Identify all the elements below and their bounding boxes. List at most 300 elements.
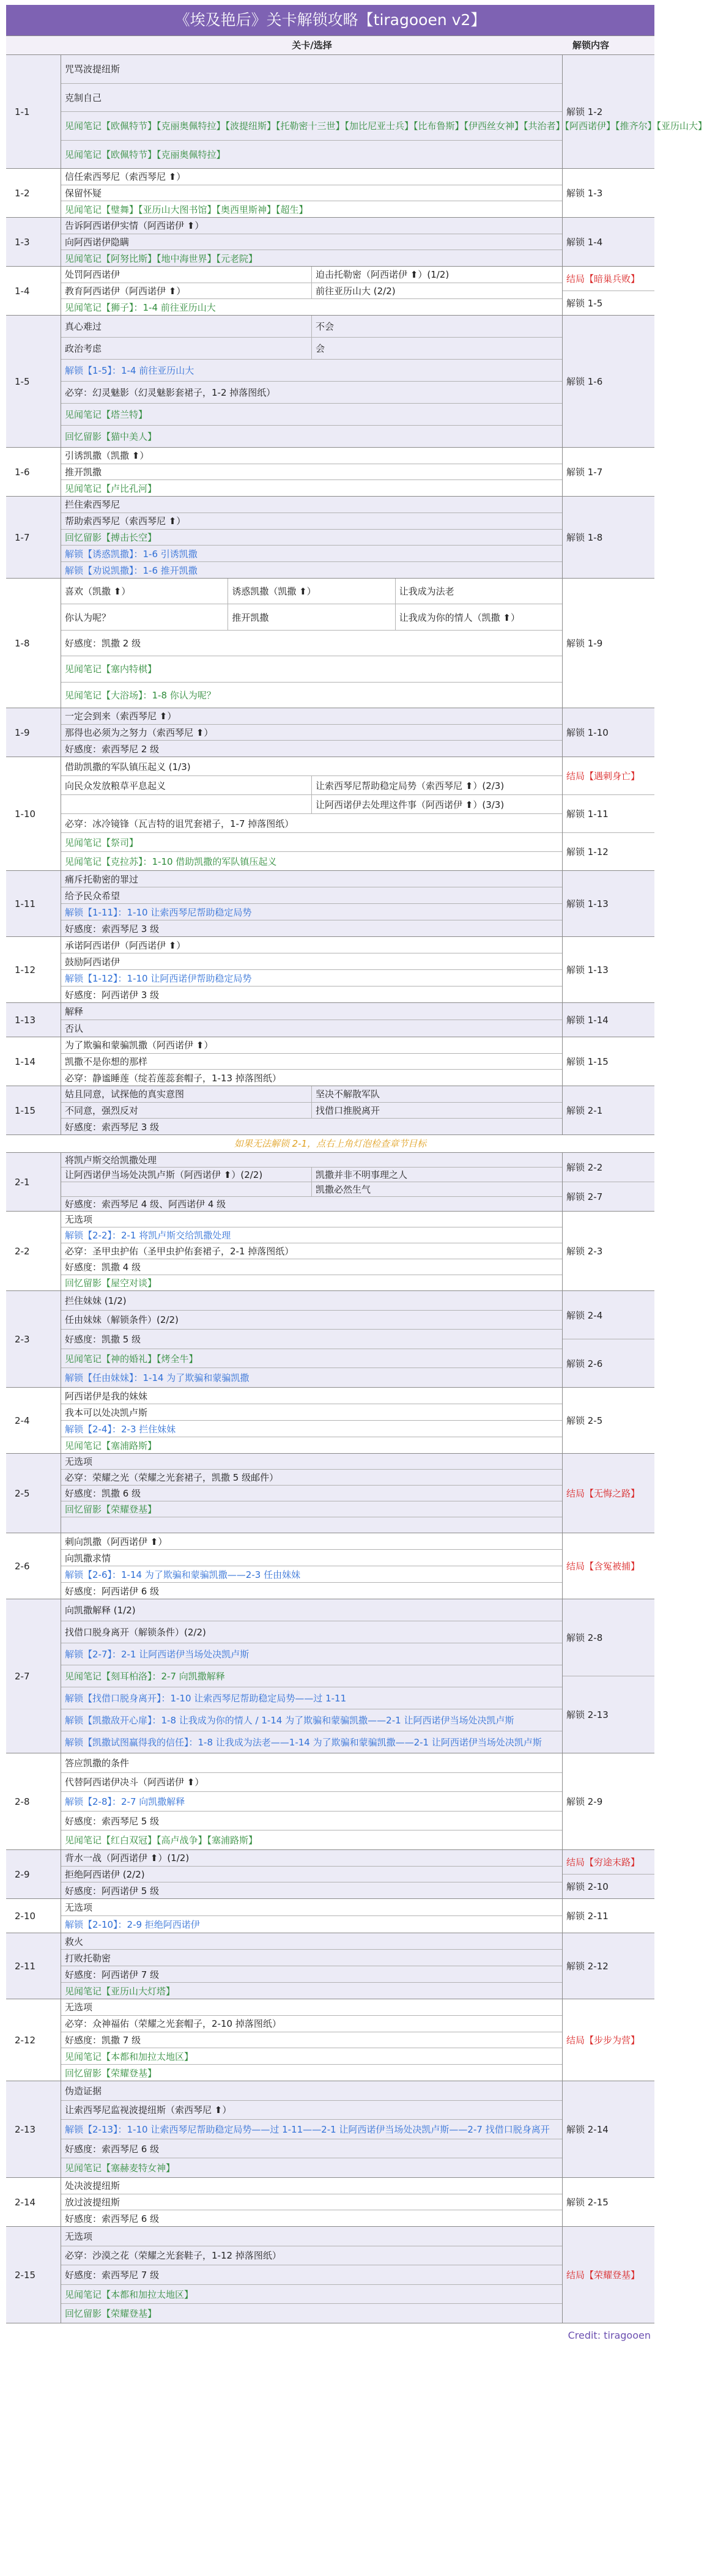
level-id: 1-1	[6, 55, 61, 168]
choice-option: 无选项	[61, 1899, 562, 1916]
unlock-item: 解锁 1-6	[566, 376, 603, 387]
level-id: 1-2	[6, 169, 61, 217]
level-note: 解锁【2-8】：2-7 向凯撒解释	[61, 1792, 562, 1812]
choice-option: 鼓励阿西诺伊	[61, 953, 562, 970]
level-unlocks	[563, 169, 654, 217]
level-row	[6, 1291, 654, 1388]
level-note: 见闻笔记【欧佩特节】【克丽奥佩特拉】【波提纽斯】【托勒密十三世】【加比尼亚士兵】【比布鲁斯】【伊西丝女神】【共治者】【阿西诺伊】【推齐尔】【亚历山大】	[61, 112, 562, 141]
page-title: 《埃及艳后》关卡解锁攻略【tiragooen v2】	[6, 5, 654, 35]
level-choices	[61, 937, 563, 1002]
level-note: 见闻笔记【塞内特棋】	[61, 656, 562, 682]
choice-row-split	[61, 1103, 562, 1119]
choice-option: 你认为呢？	[61, 604, 228, 629]
unlock-item: 解锁 1-7	[566, 467, 603, 478]
choice-option: 无选项	[61, 2227, 562, 2246]
level-unlocks	[563, 708, 654, 757]
choice-option: 让索西琴尼监视波提纽斯（索西琴尼 ⬆）	[61, 2101, 562, 2120]
credit: Credit: tiragooen	[568, 2330, 651, 2341]
level-note: 见闻笔记【卢比孔河】	[65, 483, 157, 494]
choice-option: 诱惑凯撒（凯撒 ⬆）	[228, 579, 395, 604]
choice-option: 好感度：阿西诺伊 5 级	[65, 1885, 160, 1897]
choice-option: 救火	[61, 1933, 562, 1950]
choice-option: 好感度：阿西诺伊 6 级	[65, 1585, 160, 1597]
level-note: 解锁【劝说凯撒】：1-6 推开凯撒	[65, 564, 198, 576]
level-unlocks	[563, 1153, 654, 1211]
choice-option: 否认	[65, 1023, 84, 1034]
level-choices	[61, 497, 563, 578]
level-note: 解锁【诱惑凯撒】：1-6 引诱凯撒	[61, 546, 562, 562]
level-unlocks	[563, 1037, 654, 1086]
choice-option: 拦住妹妹 (1/2)	[61, 1291, 562, 1311]
unlock-item: 解锁 1-5	[566, 298, 603, 309]
unlock-item: 解锁 1-12	[566, 846, 609, 857]
choice-option: 一定会到来（索西琴尼 ⬆）	[61, 708, 562, 725]
level-id: 2-11	[6, 1933, 61, 1999]
choice-option: 引诱凯撒（凯撒 ⬆）	[61, 448, 562, 464]
level-unlocks	[563, 1599, 654, 1753]
level-id: 2-3	[6, 1291, 61, 1387]
level-id: 1-8	[6, 579, 61, 708]
level-row	[6, 579, 654, 708]
choice-option: 喜欢（凯撒 ⬆）	[61, 579, 228, 604]
level-choices	[61, 1212, 563, 1290]
choice-option: 咒骂波提纽斯	[61, 55, 562, 84]
level-row	[6, 218, 654, 267]
level-unlocks	[563, 1212, 654, 1290]
level-id: 1-11	[6, 871, 61, 936]
level-choices	[61, 169, 563, 217]
level-choices	[61, 1850, 563, 1898]
choice-option: 好感度：索西琴尼 5 级	[61, 1812, 562, 1831]
level-unlocks	[563, 267, 654, 315]
level-choices	[61, 1388, 563, 1453]
table-header	[6, 35, 654, 55]
level-row	[6, 1086, 654, 1135]
level-id: 2-4	[6, 1388, 61, 1453]
choice-option: 伪造证据	[61, 2081, 562, 2101]
level-choices	[61, 448, 563, 496]
level-note: 见闻笔记【塞浦路斯】	[65, 1440, 157, 1451]
level-row	[6, 448, 654, 497]
level-row	[6, 708, 654, 757]
level-id: 2-2	[6, 1212, 61, 1290]
level-choices	[61, 2081, 563, 2177]
choice-option: 为了欺骗和蒙骗凯撒（阿西诺伊 ⬆）	[61, 1037, 562, 1054]
choice-option: 推开凯撒	[228, 604, 395, 629]
level-note: 见闻笔记【塞赫麦特女神】	[65, 2163, 176, 2174]
level-id: 2-10	[6, 1899, 61, 1933]
level-id: 2-8	[6, 1753, 61, 1849]
level-row	[6, 937, 654, 1003]
level-note: 回忆留影【搏击长空】	[61, 530, 562, 546]
level-note: 见闻笔记【璧舞】【亚历山大图书馆】【奥西里斯神】【超生】	[65, 204, 308, 215]
level-note: 见闻笔记【祭司】	[61, 833, 562, 852]
level-id: 2-7	[6, 1599, 61, 1753]
level-unlocks	[563, 1291, 654, 1387]
level-unlocks	[563, 1933, 654, 1999]
level-unlocks	[563, 55, 654, 168]
level-row	[6, 2178, 654, 2227]
level-choices	[61, 871, 563, 936]
choice-option	[61, 795, 312, 813]
ending-badge: 结局【含冤被捕】	[566, 1561, 640, 1572]
unlock-item: 解锁 1-2	[566, 106, 603, 117]
choice-option: 前往亚历山大 (2/2)	[316, 286, 396, 297]
choice-option: 痛斥托勒密的罪过	[61, 871, 562, 887]
choice-option: 克制自己	[61, 84, 562, 113]
level-unlocks	[563, 1388, 654, 1453]
level-choices	[61, 2178, 563, 2226]
level-id: 1-3	[6, 218, 61, 266]
unlock-item: 解锁 2-6	[566, 1358, 603, 1369]
choice-option: 好感度：阿西诺伊 7 级	[61, 1966, 562, 1983]
level-note: 回忆留影【荣耀登基】	[61, 1501, 562, 1517]
unlock-item: 解锁 2-8	[563, 1599, 654, 1676]
level-row	[6, 1850, 654, 1899]
choice-row-split	[61, 795, 562, 814]
unlock-item: 解锁 2-12	[566, 1961, 609, 1972]
level-note: 解锁【1-11】：1-10 让索西琴尼帮助稳定局势	[61, 904, 562, 920]
level-id: 1-13	[6, 1003, 61, 1037]
level-choices	[61, 1899, 563, 1933]
choice-option: 让我成为你的情人（凯撒 ⬆）	[399, 612, 520, 623]
level-note: 见闻笔记【亚历山大灯塔】	[65, 1985, 176, 1997]
choice-option: 姑且同意，试探他的真实意图	[61, 1086, 312, 1102]
level-note: 解锁【1-12】：1-10 让阿西诺伊帮助稳定局势	[61, 970, 562, 986]
level-note: 解锁【2-10】：2-9 拒绝阿西诺伊	[65, 1919, 200, 1930]
choice-option: 处罚阿西诺伊	[61, 267, 312, 283]
choice-option: 好感度：阿西诺伊 3 级	[65, 989, 160, 1001]
level-unlocks	[563, 1086, 654, 1134]
choice-option: 好感度：凯撒 4 级	[61, 1259, 562, 1275]
choice-option: 教育阿西诺伊（阿西诺伊 ⬆）	[61, 283, 312, 299]
level-id: 2-9	[6, 1850, 61, 1898]
level-row	[6, 1388, 654, 1454]
choice-option: 不同意，强烈反对	[61, 1103, 312, 1119]
choice-row-split	[61, 283, 562, 300]
level-row	[6, 1899, 654, 1933]
level-note: 解锁【2-13】：1-10 让索西琴尼帮助稳定局势——过 1-11——2-1 让阿西诺伊当场处决凯卢斯——2-7 找借口脱身离开	[61, 2120, 562, 2139]
level-note: 回忆留影【荣耀登基】	[65, 2308, 157, 2320]
choice-option: 会	[316, 343, 325, 354]
level-unlocks	[563, 937, 654, 1002]
level-row	[6, 169, 654, 218]
level-id: 2-14	[6, 2178, 61, 2226]
choice-option: 拦住索西琴尼	[61, 497, 562, 513]
level-id: 1-10	[6, 757, 61, 870]
choice-option: 无选项	[61, 1454, 562, 1470]
choice-option: 凯撒必然生气	[316, 1184, 371, 1195]
header-id	[6, 36, 61, 54]
level-unlocks	[563, 1999, 654, 2081]
level-note: 回忆留影【猫中美人】	[65, 431, 157, 442]
level-choices	[61, 1037, 563, 1086]
level-unlocks	[563, 2227, 654, 2323]
unlock-item: 解锁 1-14	[566, 1015, 609, 1026]
unlock-item: 解锁 2-15	[566, 2197, 609, 2208]
level-unlocks	[563, 1533, 654, 1599]
choice-option: 好感度：索西琴尼 6 级	[61, 2139, 562, 2159]
unlock-item: 解锁 2-9	[566, 1796, 603, 1807]
choice-option: 让我成为法老	[399, 586, 454, 598]
choice-option: 处决波提纽斯	[61, 2178, 562, 2194]
choice-option: 必穿：幻灵魅影（幻灵魅影套裙子，1-2 掉落图纸）	[61, 382, 562, 404]
choice-option: 好感度：凯撒 5 级	[61, 1330, 562, 1349]
level-note: 见闻笔记【塔兰特】	[61, 404, 562, 426]
choice-option: 向凯撒解释 (1/2)	[61, 1599, 562, 1621]
level-id: 1-14	[6, 1037, 61, 1086]
level-note: 解锁【2-2】：2-1 将凯卢斯交给凯撒处理	[61, 1227, 562, 1243]
level-row	[6, 2227, 654, 2323]
level-id: 1-5	[6, 316, 61, 447]
unlock-item: 解锁 1-13	[566, 898, 609, 909]
choice-option: 代替阿西诺伊决斗（阿西诺伊 ⬆）	[61, 1773, 562, 1793]
choice-option: 给予民众希望	[61, 887, 562, 904]
ending-badge: 结局【穷途末路】	[563, 1850, 654, 1875]
level-choices	[61, 2227, 563, 2323]
level-row	[6, 1533, 654, 1599]
level-note: 解锁【凯撒试图赢得我的信任】：1-8 让我成为法老——1-14 为了欺骗和蒙骗凯撒——2-1 让阿西诺伊当场处决凯卢斯	[65, 1737, 542, 1748]
choice-option: 放过波提纽斯	[61, 2194, 562, 2211]
level-note: 解锁【2-6】：1-14 为了欺骗和蒙骗凯撒——2-3 任由妹妹	[61, 1566, 562, 1583]
level-note: 见闻笔记【本都和加拉太地区】	[61, 2048, 562, 2065]
level-id: 2-5	[6, 1454, 61, 1533]
ending-badge: 结局【荣耀登基】	[566, 2270, 640, 2281]
choice-option: 阿西诺伊是我的妹妹	[61, 1388, 562, 1404]
level-choices	[61, 708, 563, 757]
level-note: 解锁【1-5】：1-4 前往亚历山大	[61, 360, 562, 382]
level-note: 见闻笔记【红白双冠】【高卢战争】【塞浦路斯】	[65, 1835, 258, 1846]
choice-option: 好感度：索西琴尼 4 级、阿西诺伊 4 级	[65, 1199, 226, 1210]
level-choices	[61, 1533, 563, 1599]
level-id: 2-13	[6, 2081, 61, 2177]
unlock-item: 解锁 2-5	[566, 1415, 603, 1426]
choice-option: 找借口脱身离开（解锁条件）(2/2)	[61, 1621, 562, 1643]
unlock-item: 解锁 2-3	[566, 1246, 603, 1257]
level-note: 见闻笔记【神的婚礼】【烤全牛】	[61, 1349, 562, 1369]
level-unlocks	[563, 579, 654, 708]
choice-option: 必穿：静谧睡莲（绽若莲蕊套帽子，1-13 掉落图纸）	[65, 1072, 281, 1084]
choice-option: 那得也必须为之努力（索西琴尼 ⬆）	[61, 725, 562, 741]
choice-option: 让阿西诺伊去处理这件事（阿西诺伊 ⬆）(3/3)	[316, 799, 505, 810]
unlock-item: 解锁 2-1	[566, 1105, 603, 1116]
level-id: 2-1	[6, 1153, 61, 1211]
choice-row-split	[61, 1182, 562, 1197]
level-unlocks	[563, 1850, 654, 1898]
level-choices	[61, 757, 563, 870]
choice-option: 好感度：索西琴尼 7 级	[61, 2265, 562, 2285]
level-unlocks	[563, 2081, 654, 2177]
level-choices	[61, 1291, 563, 1387]
level-row	[6, 1999, 654, 2081]
choice-option: 向凯撒求情	[61, 1550, 562, 1566]
level-choices	[61, 1086, 563, 1134]
level-choices	[61, 1454, 563, 1533]
choice-option: 必穿：沙漠之花（荣耀之光套鞋子，1-12 掉落图纸）	[61, 2246, 562, 2266]
unlock-item: 解锁 1-11	[563, 795, 654, 833]
choice-option: 好感度：索西琴尼 3 级	[65, 923, 160, 935]
choice-option: 解释	[61, 1003, 562, 1020]
level-row	[6, 2081, 654, 2178]
level-row	[6, 1454, 654, 1533]
choice-option: 承诺阿西诺伊（阿西诺伊 ⬆）	[61, 937, 562, 953]
level-row	[6, 1212, 654, 1291]
choice-option	[61, 1517, 562, 1533]
level-id: 1-9	[6, 708, 61, 757]
choice-option: 我本可以处决凯卢斯	[61, 1404, 562, 1421]
choice-option: 推开凯撒	[61, 464, 562, 481]
level-choices	[61, 1933, 563, 1999]
level-row	[6, 1933, 654, 1999]
choice-option: 政治考虑	[61, 338, 312, 359]
level-choices	[61, 579, 563, 708]
level-note: 见闻笔记【本都和加拉太地区】	[61, 2285, 562, 2304]
unlock-item: 解锁 1-4	[566, 237, 603, 248]
level-choices	[61, 1153, 563, 1211]
level-unlocks	[563, 2178, 654, 2226]
level-id: 1-4	[6, 267, 61, 315]
level-unlocks	[563, 218, 654, 266]
ending-badge: 结局【暗巢兵败】	[563, 267, 654, 291]
choice-option: 无选项	[61, 1999, 562, 2016]
choice-row-split	[61, 579, 562, 604]
unlock-item: 解锁 1-10	[566, 727, 609, 738]
level-unlocks	[563, 497, 654, 578]
level-choices	[61, 1753, 563, 1849]
unlock-item: 解锁 1-13	[566, 964, 609, 975]
choice-option: 凯撒并非不明事理之人	[316, 1169, 408, 1180]
level-row	[6, 1153, 654, 1212]
level-unlocks	[563, 1003, 654, 1037]
choice-option: 打败托勒密	[61, 1950, 562, 1966]
choice-option: 无选项	[61, 1212, 562, 1227]
choice-row-split	[61, 776, 562, 795]
level-choices	[61, 1003, 563, 1037]
level-unlocks	[563, 757, 654, 870]
choice-option: 借助凯撒的军队镇压起义 (1/3)	[61, 757, 562, 776]
level-note: 见闻笔记【阿努比斯】【地中海世界】【元老院】	[65, 253, 258, 264]
level-id: 1-7	[6, 497, 61, 578]
header-unlock: 解锁内容	[572, 40, 610, 51]
choice-option: 坚决不解散军队	[316, 1089, 380, 1100]
choice-option: 让阿西诺伊当场处决凯卢斯（阿西诺伊 ⬆）(2/2)	[61, 1168, 312, 1182]
level-unlocks	[563, 1753, 654, 1849]
level-note: 解锁【2-4】：2-3 拦住妹妹	[61, 1421, 562, 1437]
choice-option: 好感度：凯撒 6 级	[61, 1486, 562, 1501]
level-unlocks	[563, 1454, 654, 1533]
unlock-item: 解锁 1-15	[566, 1056, 609, 1067]
choice-option: 好感度：凯撒 2 级	[61, 631, 562, 656]
choice-row-split	[61, 338, 562, 360]
choice-option: 向阿西诺伊隐瞒	[61, 234, 562, 251]
choice-row-split	[61, 604, 562, 630]
level-note: 解锁【找借口脱身离开】：1-10 让索西琴尼帮助稳定局势——过 1-11	[61, 1687, 562, 1709]
level-row	[6, 1599, 654, 1753]
choice-option: 迫击托勒密（阿西诺伊 ⬆）(1/2)	[316, 269, 450, 281]
guide-table	[6, 5, 707, 2341]
level-row	[6, 267, 654, 316]
level-note: 解锁【凯撒敌开心扉】：1-8 让我成为你的情人 / 1-14 为了欺骗和蒙骗凯撒——2-1 让阿西诺伊当场处决凯卢斯	[61, 1709, 562, 1731]
level-choices	[61, 218, 563, 266]
ending-badge: 结局【无悔之路】	[566, 1488, 640, 1499]
choice-option: 好感度：索西琴尼 2 级	[65, 743, 160, 755]
level-unlocks	[563, 316, 654, 447]
level-row	[6, 316, 654, 448]
level-note: 见闻笔记【欧佩特节】【克丽奥佩特拉】	[65, 149, 226, 160]
choice-option: 告诉阿西诺伊实情（阿西诺伊 ⬆）	[61, 218, 562, 234]
level-note: 回忆留影【屋空对谈】	[65, 1278, 157, 1289]
unlock-item: 解锁 1-3	[566, 188, 603, 199]
choice-option: 必穿：荣耀之光（荣耀之光套裙子，凯撒 5 级邮件）	[61, 1470, 562, 1486]
choice-option: 好感度：凯撒 7 级	[61, 2032, 562, 2049]
level-unlocks	[563, 448, 654, 496]
choice-option: 保留怀疑	[61, 185, 562, 202]
choice-option: 好感度：索西琴尼 3 级	[65, 1121, 160, 1133]
choice-option: 刺向凯撒（阿西诺伊 ⬆）	[61, 1533, 562, 1550]
choice-option: 必穿：众神福佑（荣耀之光套帽子，2-10 掉落图纸）	[61, 2016, 562, 2032]
choice-option: 帮助索西琴尼（索西琴尼 ⬆）	[61, 513, 562, 530]
choice-row-split	[61, 267, 562, 283]
level-note: 见闻笔记【克拉苏】：1-10 借助凯撒的军队镇压起义	[65, 856, 277, 867]
level-id: 2-6	[6, 1533, 61, 1599]
choice-row-split	[61, 316, 562, 338]
level-choices	[61, 1999, 563, 2081]
choice-option: 必穿：冰冷镜锋（瓦吉特的诅咒套裙子，1-7 掉落图纸）	[61, 814, 562, 833]
header-choice: 关卡/选择	[292, 40, 332, 51]
level-note: 见闻笔记【刻耳柏洛】：2-7 向凯撒解释	[61, 1665, 562, 1687]
choice-option: 不会	[316, 321, 335, 332]
unlock-item: 解锁 2-4	[563, 1291, 654, 1339]
choice-option: 答应凯撒的条件	[61, 1753, 562, 1773]
level-id: 1-6	[6, 448, 61, 496]
level-row	[6, 1003, 654, 1037]
unlock-item: 解锁 2-2	[563, 1153, 654, 1182]
level-id: 2-15	[6, 2227, 61, 2323]
level-note: 见闻笔记【大浴场】：1-8 你认为呢？	[65, 689, 216, 701]
level-row	[6, 55, 707, 169]
level-note: 解锁【任由妹妹】：1-14 为了欺骗和蒙骗凯撒	[65, 1372, 250, 1384]
choice-option: 找借口推脱离开	[316, 1105, 380, 1116]
unlock-item: 解锁 2-14	[566, 2124, 609, 2135]
choice-option	[61, 1182, 312, 1196]
level-choices	[61, 316, 563, 447]
unlock-item: 解锁 2-11	[566, 1911, 609, 1922]
level-row	[6, 497, 654, 579]
unlock-item: 解锁 1-9	[566, 638, 603, 649]
choice-option: 好感度：索西琴尼 6 级	[65, 2213, 160, 2224]
level-row	[6, 1037, 654, 1086]
level-id: 1-12	[6, 937, 61, 1002]
level-id: 1-15	[6, 1086, 61, 1134]
ending-badge: 结局【遇刺身亡】	[563, 757, 654, 795]
choice-option: 凯撒不是你想的那样	[61, 1054, 562, 1070]
level-note: 回忆留影【荣耀登基】	[65, 2067, 157, 2079]
level-note: 见闻笔记【狮子】：1-4 前往亚历山大	[65, 302, 216, 313]
level-choices	[61, 267, 563, 315]
level-note: 解锁【2-7】：2-1 让阿西诺伊当场处决凯卢斯	[61, 1643, 562, 1665]
choice-option: 信任索西琴尼（索西琴尼 ⬆）	[61, 169, 562, 185]
hint-banner: 如果无法解锁 2-1，点右上角灯泡检查章节目标	[6, 1135, 654, 1153]
choice-row-split	[61, 1168, 562, 1182]
choice-option: 背水一战（阿西诺伊 ⬆）(1/2)	[61, 1850, 562, 1867]
level-unlocks	[563, 871, 654, 936]
level-row	[6, 1753, 654, 1850]
unlock-item: 解锁 2-10	[566, 1881, 609, 1892]
choice-row-split	[61, 1086, 562, 1103]
level-row	[6, 871, 654, 937]
choice-option: 让索西琴尼帮助稳定局势（索西琴尼 ⬆）(2/3)	[316, 780, 505, 791]
choice-option: 任由妹妹（解锁条件）(2/2)	[61, 1311, 562, 1330]
